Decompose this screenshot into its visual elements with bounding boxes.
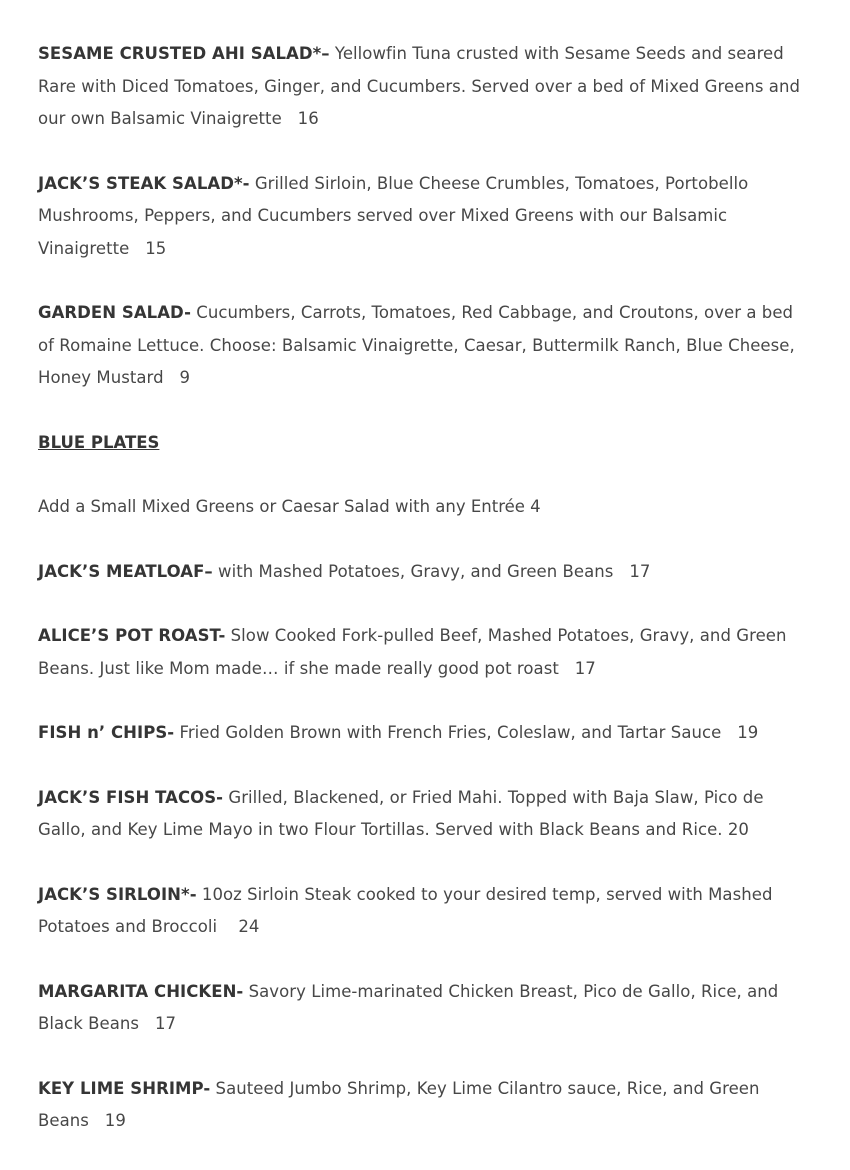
menu-item-margarita-chicken: [38, 976, 812, 1041]
menu-item-fish-tacos: [38, 782, 812, 847]
section-heading-blue-plates: BLUE PLATES: [38, 432, 160, 452]
item-description: Savory Lime-marinated Chicken Breast, Pico de Gallo, Rice, and Black Beans: [38, 981, 779, 1033]
item-price: 19: [88, 1111, 126, 1130]
item-price: 19: [721, 723, 759, 742]
item-description: with Mashed Potatoes, Gravy, and Green Beans: [212, 561, 614, 581]
item-description: Slow Cooked Fork-pulled Beef, Mashed Potatoes, Gravy, and Green Beans. Just like Mom made… if she made really good pot roast: [38, 626, 787, 678]
item-name: MARGARITA CHICKEN-: [38, 981, 244, 1001]
menu-item-steak-salad: [38, 168, 812, 266]
menu-item-garden-salad: [38, 297, 812, 395]
item-name: FISH n’ CHIPS-: [38, 723, 175, 742]
item-description: Grilled Sirloin, Blue Cheese Crumbles, Tomatoes, Portobello Mushrooms, Peppers, and Cucumbers served over Mixed Greens with our Balsamic Vinaigrette: [38, 173, 749, 258]
item-name: JACK’S STEAK SALAD*-: [38, 173, 250, 193]
item-name: JACK’S SIRLOIN*-: [38, 884, 197, 904]
item-description: Grilled, Blackened, or Fried Mahi. Topped with Baja Slaw, Pico de Gallo, and Key Lime Mayo in two Flour Tortillas. Served with Black Beans and Rice.: [38, 787, 764, 839]
menu-item-key-lime-shrimp: [38, 1073, 812, 1138]
menu-item-meatloaf: [38, 556, 812, 589]
side-salad-note: [38, 491, 812, 524]
item-price: 24: [217, 917, 260, 936]
item-name: GARDEN SALAD-: [38, 303, 191, 322]
menu-item-fish-n-chips: [38, 717, 812, 750]
menu-page: [38, 38, 812, 1170]
item-name: SESAME CRUSTED AHI SALAD*–: [38, 44, 330, 63]
note-text: Add a Small Mixed Greens or Caesar Salad with any Entrée: [38, 497, 525, 516]
item-name: KEY LIME SHRIMP-: [38, 1078, 211, 1098]
item-description: Yellowfin Tuna crusted with Sesame Seeds and seared Rare with Diced Tomatoes, Ginger, and Cucumbers. Served over a bed of Mixed Greens and our own Balsamic Vinaigrette: [38, 44, 800, 128]
item-price: 16: [281, 109, 319, 128]
item-price: 9: [163, 368, 191, 387]
item-price: 20: [722, 820, 749, 839]
item-description: Fried Golden Brown with French Fries, Coleslaw, and Tartar Sauce: [174, 723, 722, 742]
item-price: 17: [613, 561, 651, 581]
menu-item-sirloin: [38, 879, 812, 944]
item-price: 17: [558, 658, 596, 678]
item-description: Cucumbers, Carrots, Tomatoes, Red Cabbage, and Croutons, over a bed of Romaine Lettuce. Choose: Balsamic Vinaigrette, Caesar, Buttermilk Ranch, Blue Cheese, Honey Mustard: [38, 303, 795, 387]
menu-item-pot-roast: [38, 620, 812, 685]
note-price: 4: [524, 497, 541, 516]
item-name: ALICE’S POT ROAST-: [38, 626, 226, 645]
item-name: JACK’S FISH TACOS-: [38, 787, 224, 807]
item-name: JACK’S MEATLOAF–: [38, 561, 213, 581]
item-description: Sauteed Jumbo Shrimp, Key Lime Cilantro sauce, Rice, and Green Beans: [38, 1078, 760, 1130]
item-price: 17: [139, 1014, 177, 1033]
item-price: 15: [129, 238, 167, 258]
item-description: 10oz Sirloin Steak cooked to your desired temp, served with Mashed Potatoes and Broccoli: [38, 884, 773, 936]
menu-item-sesame-ahi-salad: [38, 38, 812, 136]
